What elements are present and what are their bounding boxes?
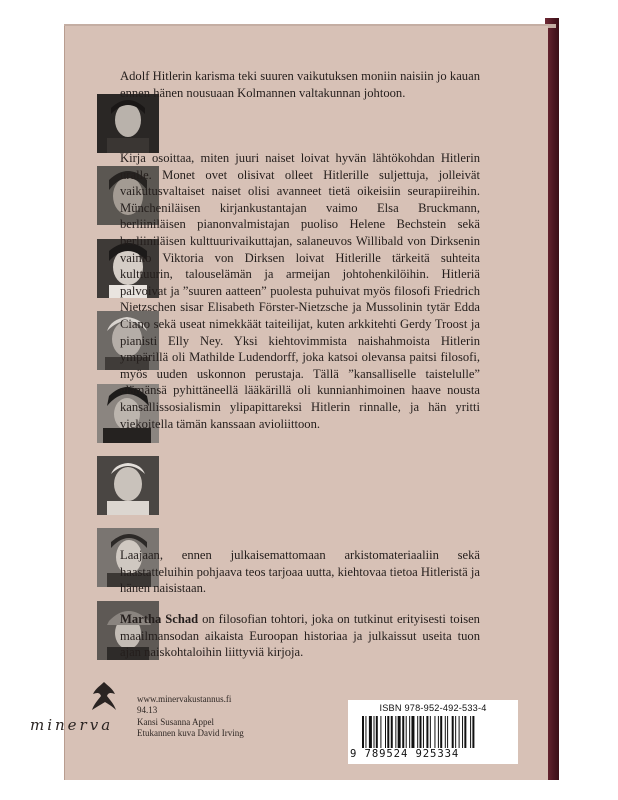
barcode-bar xyxy=(459,716,460,748)
barcode-bars xyxy=(362,716,510,748)
blurb-intro-paragraph xyxy=(120,68,480,101)
barcode-bar xyxy=(402,716,404,748)
author-bio-text: on filosofian tohtori, joka on tutkinut erityisesti toisen maailmansodan aikaista Euroopan historiaa ja julkaissut useita tuon ajan naiskohtaloihin liittyviä kirjoja. xyxy=(120,612,480,660)
barcode-bar xyxy=(385,716,386,748)
barcode-bar xyxy=(470,716,471,748)
blurb-summary-paragraph xyxy=(120,547,480,597)
isbn-barcode xyxy=(348,700,518,764)
barcode-bar xyxy=(420,716,422,748)
paragraph-text: Adolf Hitlerin karisma teki suuren vaikutuksen moniin naisiin jo kauan ennen hänen nousuaan Kolmannen valtakunnan johtoon. xyxy=(120,69,480,100)
portrait-photo-1 xyxy=(97,94,159,153)
barcode-bar xyxy=(452,716,454,748)
barcode-digits: 9 789524 925334 xyxy=(350,748,460,760)
barcode-bar xyxy=(455,716,456,748)
barcode-bar xyxy=(417,716,418,748)
barcode-bar xyxy=(406,716,407,748)
barcode-bar xyxy=(398,716,401,748)
barcode-bar xyxy=(374,716,375,748)
author-name: Martha Schad xyxy=(120,612,199,626)
barcode-bar xyxy=(440,716,442,748)
product-code: 94.13 xyxy=(137,705,158,716)
barcode-bar xyxy=(411,716,414,748)
publisher-url: www.minervakustannus.fi xyxy=(137,694,232,704)
author-bio xyxy=(120,611,480,661)
barcode-bar xyxy=(445,716,446,748)
barcode-bar xyxy=(434,716,435,748)
barcode-bar xyxy=(365,716,366,748)
barcode-bar xyxy=(391,716,393,748)
barcode-bar xyxy=(395,716,396,748)
front-photo-credit: Etukannen kuva David Irving xyxy=(137,728,244,739)
barcode-bar xyxy=(430,716,431,748)
barcode-bar xyxy=(464,716,466,748)
paragraph-text: Kirja osoittaa, miten juuri naiset loivat hyvän lähtökohdan Hitlerin uralle. Monet ovet olisivat olleet Hitlerille suljettuja, jolleivät vaikutusvaltaiset naiset olisi avanneet tietä oikeisiin seurapiireihin. Müncheniläisen kirjankustantajan vaimo Elsa Bruckmann, berliiniläisen pianonvalmistajan puoliso Helene Bechstein sekä berliiniläisen kulttuurivaikuttajan, salaneuvos Willibald von Dirksenin vaimo Viktoria von Dirksen loivat Hitlerille tärkeitä suhteita kulttuurin, talouselämän ja armeijan johtohenkilöihin. Hitleriä palvoivat ja ”suuren aatteen” puolesta puhuivat myös filosofi Friedrich Nietzschen sisar Elisabeth Förster-Nietzsche ja Mussolinin tytär Edda Ciano sekä useat nimekkäät taiteilijat, kuten arkkitehti Gerdy Troost ja pianisti Elly Ney. Yksi kiehtovimmista naishahmoista Hitlerin ympärillä oli Mathilde Ludendorff, joka katsoi olevansa paitsi filosofi, myös uuden uskonnon perustaja. Tällä ”kansalliselle taistelulle” elämänsä pyhittäneellä lääkärillä oli kunnianhimoinen haave nousta kansallissosialismin ylipapittareksi Hitlerin rinnalle, ja hän yritti viekoitella tämän kanssaan avioliittoon. xyxy=(120,151,480,431)
barcode-bar xyxy=(409,716,410,748)
barcode-bar xyxy=(369,716,372,748)
author-bio-paragraph xyxy=(120,611,480,661)
barcode-bar xyxy=(362,716,364,748)
barcode-bar xyxy=(387,716,389,748)
barcode-bar xyxy=(447,716,448,748)
barcode-bar xyxy=(423,716,424,748)
barcode-bar xyxy=(462,716,463,748)
isbn-label: ISBN 978-952-492-533-4 xyxy=(379,703,487,713)
barcode-bar xyxy=(376,716,378,748)
publisher-wordmark: minerva xyxy=(30,716,114,734)
barcode-bar xyxy=(380,716,381,748)
barcode-bar xyxy=(426,716,428,748)
cover-design-credit: Kansi Susanna Appel xyxy=(137,716,214,727)
blurb-main-paragraph xyxy=(120,150,480,432)
portrait-photo-6 xyxy=(97,456,159,515)
barcode-bar xyxy=(472,716,474,748)
paragraph-text: Laajaan, ennen julkaisemattomaan arkistomateriaaliin sekä haastatteluihin pohjaava teos tarjoaa uutta, kiehtovaa tietoa Hitleristä ja hänen naisistaan. xyxy=(120,548,480,596)
owl-bird-icon xyxy=(90,680,118,717)
publisher-credits xyxy=(137,694,327,740)
barcode-bar xyxy=(438,716,439,748)
